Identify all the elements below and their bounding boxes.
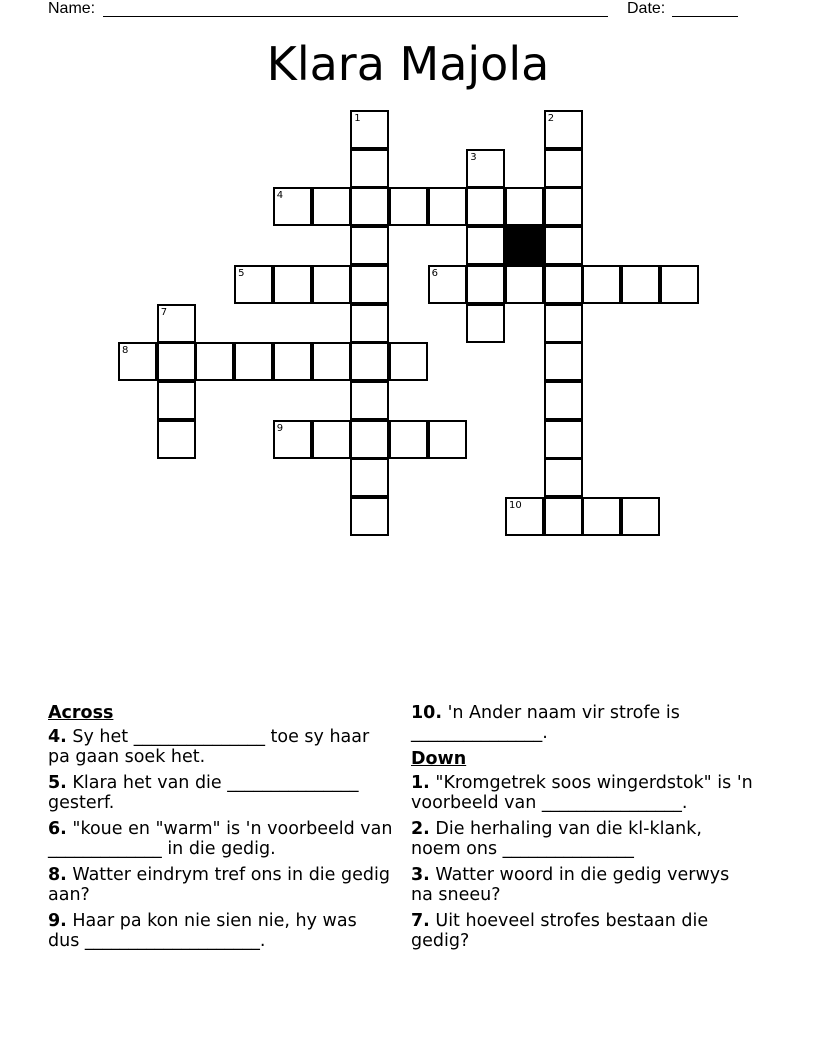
down-heading: Down <box>411 749 467 769</box>
grid-cell[interactable] <box>118 342 157 381</box>
grid-cell[interactable] <box>544 187 583 226</box>
clue-item <box>48 819 393 859</box>
grid-cell[interactable] <box>582 265 621 304</box>
clue-number: 3 <box>470 151 477 163</box>
clue-text: Watter woord in die gedig verwys na sneeu? <box>411 865 730 905</box>
grid-cell[interactable] <box>544 342 583 381</box>
grid-cell[interactable] <box>544 149 583 188</box>
grid-cell[interactable] <box>544 381 583 420</box>
clue-item <box>411 911 756 951</box>
grid-cell[interactable] <box>389 420 428 459</box>
clue-number: 2. <box>411 819 430 839</box>
grid-cell[interactable] <box>350 265 389 304</box>
grid-cell[interactable] <box>544 497 583 536</box>
name-label: Name: <box>48 0 96 17</box>
clue-number: 10. <box>411 703 443 723</box>
grid-cell[interactable] <box>428 420 467 459</box>
clue-text: Sy het _______________ toe sy haar pa gaan soek het. <box>48 727 370 767</box>
clue-number: 9. <box>48 911 67 931</box>
grid-cell[interactable] <box>505 187 544 226</box>
grid-cell[interactable] <box>389 187 428 226</box>
clue-number: 1. <box>411 773 430 793</box>
clue-text: Klara het van die _______________ gesterf. <box>48 773 359 813</box>
clue-item <box>411 819 756 859</box>
grid-cell[interactable] <box>273 187 312 226</box>
grid-cell[interactable] <box>195 342 234 381</box>
grid-cell[interactable] <box>621 265 660 304</box>
clues-right-column <box>411 703 756 957</box>
clues-left-column <box>48 703 393 957</box>
grid-cell[interactable] <box>428 187 467 226</box>
grid-cell[interactable] <box>350 497 389 536</box>
clue-text: Watter eindrym tref ons in die gedig aan? <box>48 865 390 905</box>
grid-cell[interactable] <box>234 265 273 304</box>
clue-number: 6. <box>48 819 67 839</box>
grid-cell[interactable] <box>234 342 273 381</box>
grid-cell[interactable] <box>157 342 196 381</box>
page-title: Klara Majola <box>266 37 550 91</box>
clue-item <box>411 773 756 813</box>
clue-number: 2 <box>547 113 555 124</box>
grid-cell[interactable] <box>466 226 505 265</box>
grid-cell[interactable] <box>273 265 312 304</box>
clue-number: 5 <box>238 267 245 279</box>
clue-number: 7 <box>160 306 168 318</box>
grid-cell[interactable] <box>544 265 583 304</box>
grid-cell[interactable] <box>273 342 312 381</box>
clue-number: 10 <box>509 500 522 511</box>
grid-cell[interactable] <box>157 420 196 459</box>
grid-cell[interactable] <box>389 342 428 381</box>
clue-item <box>411 703 756 743</box>
clue-number: 4. <box>48 727 67 747</box>
down-clue-list <box>411 773 756 951</box>
clue-item <box>48 727 393 767</box>
clue-number: 3. <box>411 865 430 885</box>
grid-cell[interactable] <box>312 265 351 304</box>
grid-cell[interactable] <box>350 149 389 188</box>
clue-number: 5. <box>48 773 67 793</box>
grid-cell[interactable] <box>466 265 505 304</box>
grid-cell[interactable] <box>312 342 351 381</box>
grid-cell[interactable] <box>544 420 583 459</box>
clue-item <box>48 865 393 905</box>
grid-cell[interactable] <box>312 187 351 226</box>
across-clue-list <box>48 727 393 951</box>
clue-number: 8 <box>122 345 129 357</box>
grid-cell[interactable] <box>582 497 621 536</box>
grid-cell[interactable] <box>544 226 583 265</box>
grid-cell[interactable] <box>466 304 505 343</box>
clue-number: 4 <box>276 190 284 202</box>
grid-cell[interactable] <box>544 110 583 149</box>
clue-text: "Kromgetrek soos wingerdstok" is 'n voorbeeld van ________________. <box>411 773 753 813</box>
clue-number: 6 <box>431 267 438 279</box>
clue-item <box>48 911 393 951</box>
date-label: Date: <box>627 0 666 17</box>
clue-text: Haar pa kon nie sien nie, hy was dus ____________________. <box>48 911 357 951</box>
grid-cell[interactable] <box>350 381 389 420</box>
grid-cell[interactable] <box>273 420 312 459</box>
grid-cell[interactable] <box>466 149 505 188</box>
grid-cell[interactable] <box>544 304 583 343</box>
grid-cell[interactable] <box>621 497 660 536</box>
grid-cell[interactable] <box>466 187 505 226</box>
clue-text: 'n Ander naam vir strofe is _______________. <box>411 703 680 743</box>
grid-cell[interactable] <box>312 420 351 459</box>
across-clue-list-continued <box>411 703 756 743</box>
across-heading: Across <box>48 703 114 723</box>
grid-cell[interactable] <box>350 110 389 149</box>
grid-cell[interactable] <box>350 420 389 459</box>
grid-cell[interactable] <box>544 458 583 497</box>
clue-number: 1 <box>354 113 361 124</box>
grid-cell[interactable] <box>660 265 699 304</box>
clue-number: 7. <box>411 911 430 931</box>
grid-cell[interactable] <box>428 265 467 304</box>
grid-cell-black <box>505 226 544 265</box>
clue-number: 9 <box>276 422 284 434</box>
grid-cell[interactable] <box>505 265 544 304</box>
grid-cell[interactable] <box>157 381 196 420</box>
grid-cell[interactable] <box>350 187 389 226</box>
grid-cell[interactable] <box>157 304 196 343</box>
clue-text: Die herhaling van die kl-klank, noem ons _______________ <box>411 819 702 859</box>
clue-item <box>411 865 756 905</box>
grid-cell[interactable] <box>350 304 389 343</box>
clue-text: "koue en "warm" is 'n voorbeeld van _____________ in die gedig. <box>48 819 393 859</box>
clue-item <box>48 773 393 813</box>
clue-number: 8. <box>48 865 67 885</box>
clue-text: Uit hoeveel strofes bestaan die gedig? <box>411 911 709 951</box>
grid-cell[interactable] <box>350 458 389 497</box>
grid-cell[interactable] <box>350 342 389 381</box>
grid-cell[interactable] <box>350 226 389 265</box>
grid-cell[interactable] <box>505 497 544 536</box>
